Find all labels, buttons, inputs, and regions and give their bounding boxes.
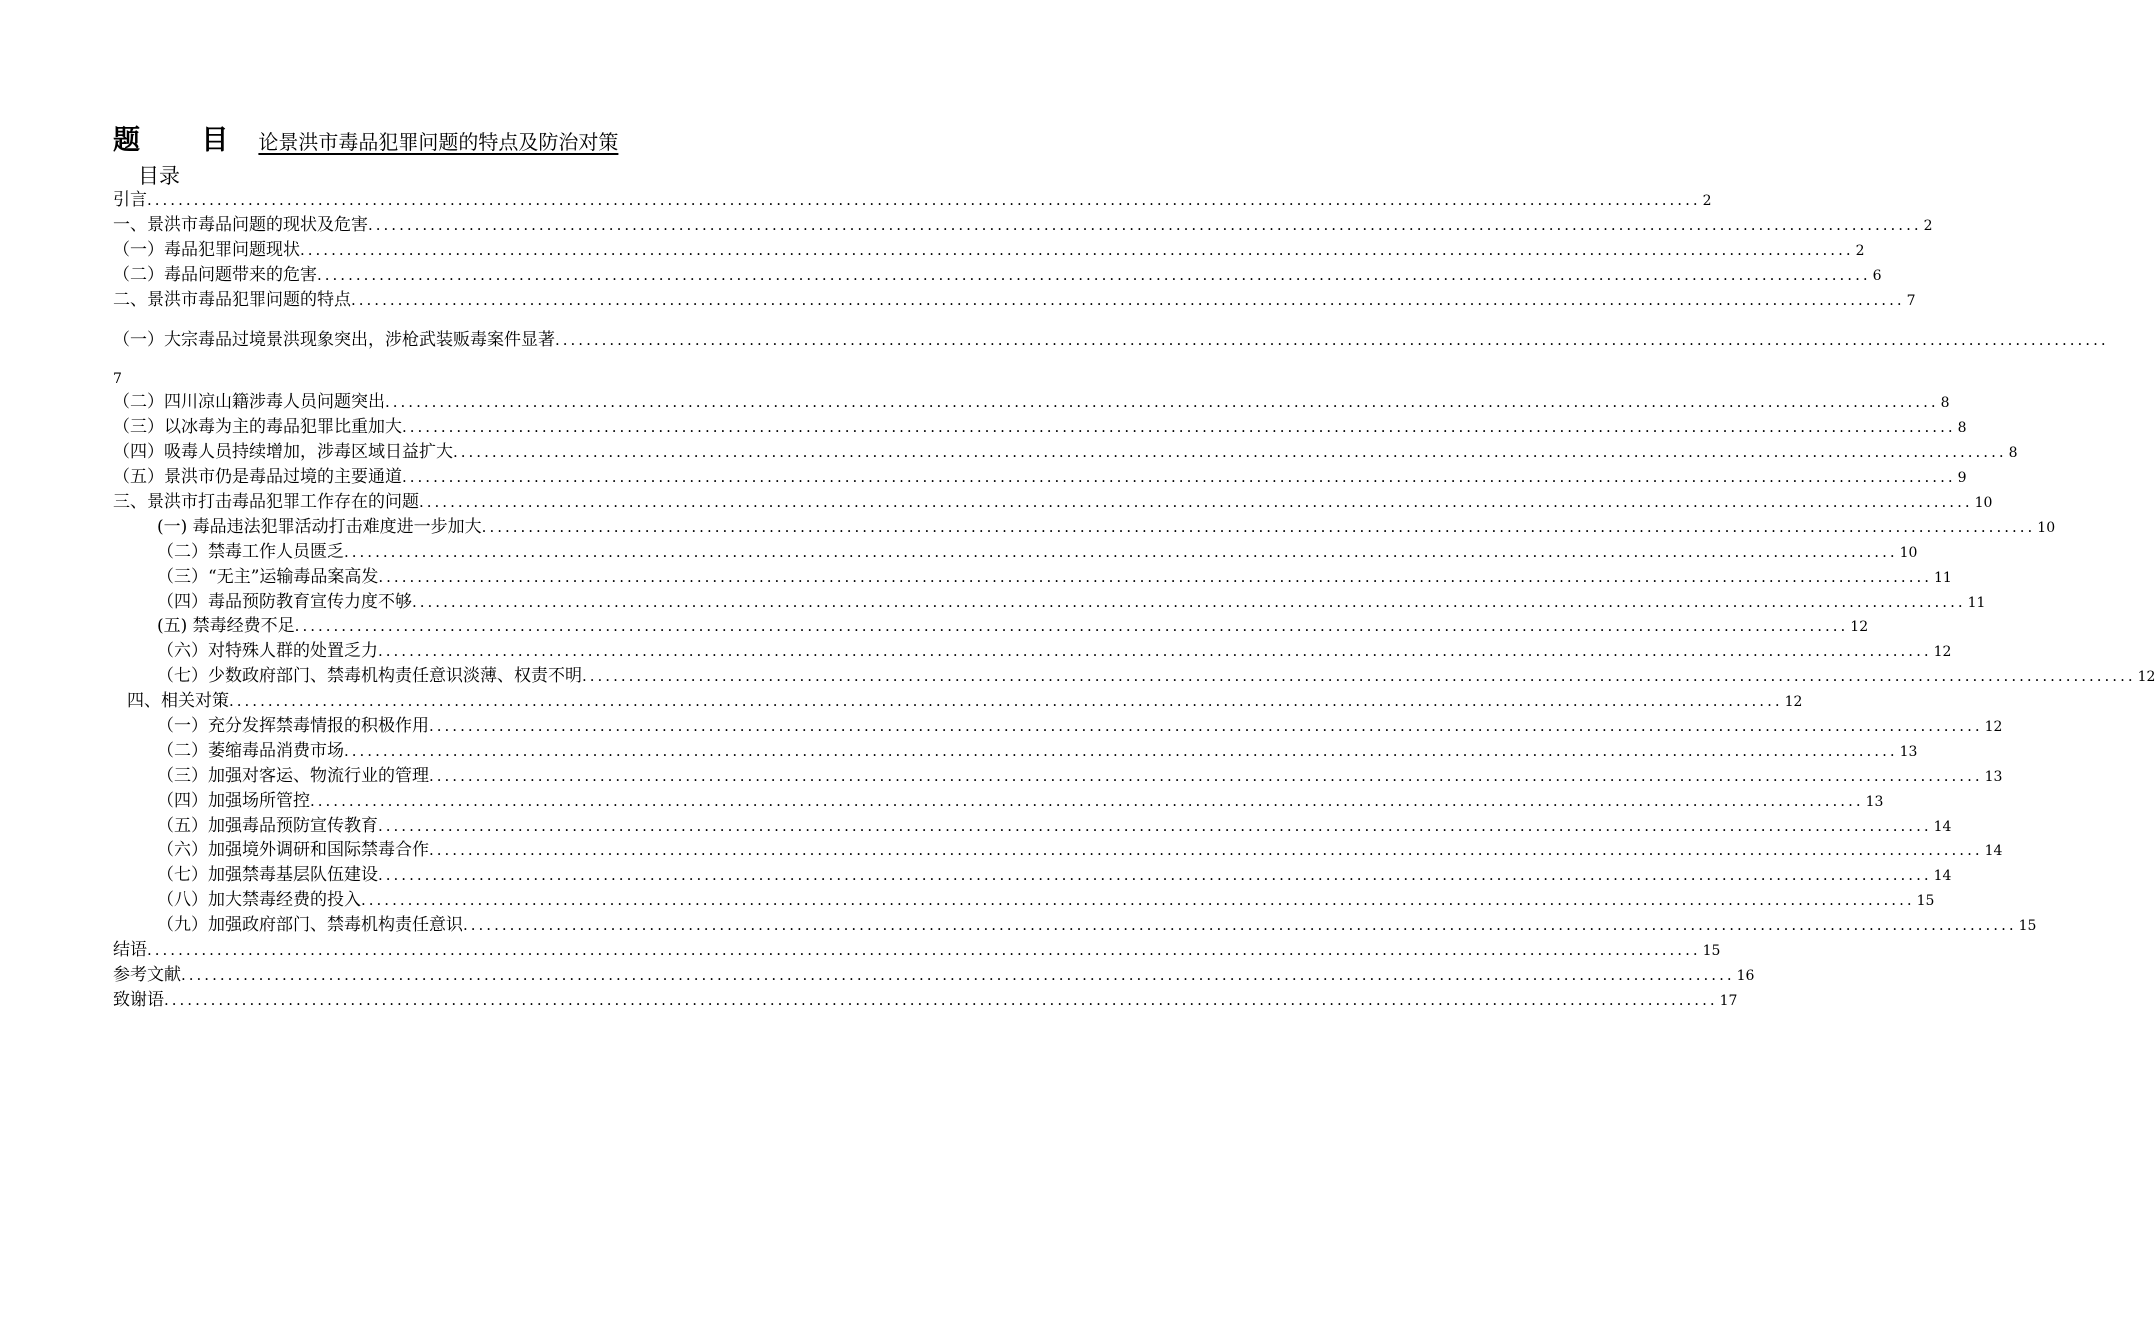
document-title [113, 118, 654, 157]
toc-entry[interactable] [113, 664, 2155, 689]
toc-entry-page: 14 [1933, 868, 1952, 885]
toc-entry[interactable] [113, 565, 1952, 590]
toc-entry[interactable] [113, 963, 1755, 988]
toc-entry-text: （三）“无主”运输毒品案高发 [157, 566, 379, 587]
toc-entry-text: （一）充分发挥禁毒情报的积极作用 [157, 716, 429, 737]
toc-entry-text: 二、景洪市毒品犯罪问题的特点 [113, 289, 351, 310]
dot-leader: ........................................................................................................................................................................................................ [453, 443, 2007, 462]
toc-entry-text: （三）以冰毒为主的毒品犯罪比重加大 [113, 417, 402, 438]
toc-entry[interactable] [113, 988, 1738, 1013]
dot-leader: ........................................................................................................................................................................................................ [582, 667, 2136, 686]
dot-leader: ........................................................................................................................................................................................................ [378, 567, 1933, 586]
toc-entry-text: （五）景洪市仍是毒品过境的主要通道 [113, 467, 402, 488]
dot-leader: ........................................................................................................................................................................................................ [317, 265, 1871, 284]
toc-entry[interactable] [113, 415, 1967, 440]
toc-entry-page: 11 [1934, 569, 1952, 586]
toc-entry-page: 10 [1899, 544, 1918, 561]
toc-entry-text: 四、相关对策 [127, 691, 229, 712]
toc-entry-page: 15 [2018, 918, 2037, 935]
toc-entry-page: 10 [1974, 495, 1993, 512]
toc-entry[interactable] [113, 863, 1952, 888]
toc-entry-page: 13 [1984, 768, 2003, 785]
toc-entry-page: 7 [1906, 292, 1916, 309]
title-text: 论景洪市毒品犯罪问题的特点及防治对策 [258, 130, 619, 154]
toc-entry-text: (一) 毒品违法犯罪活动打击难度进一步加大 [157, 516, 482, 537]
toc-entry-text: （八）加大禁毒经费的投入 [157, 890, 361, 911]
dot-leader: ........................................................................................................................................................................................................ [378, 866, 1932, 885]
dot-leader: ........................................................................................................................................................................................................ [385, 393, 1939, 412]
toc-entry-page: 12 [1850, 619, 1869, 636]
dot-leader: ........................................................................................................................................................................................................ [294, 617, 1849, 636]
toc-entry-page: 16 [1736, 967, 1755, 984]
toc-entry-page-wrapped: 7 [113, 371, 122, 388]
dot-leader: ........................................................................................................................................................................................................ [429, 717, 1983, 736]
toc-entry[interactable] [113, 714, 2003, 739]
toc-heading: 目录 [138, 164, 180, 188]
dot-leader: ........................................................................................................................................................................................................ [429, 841, 1983, 860]
toc-entry[interactable] [113, 188, 1712, 213]
toc-entry[interactable] [113, 838, 2003, 863]
toc-entry-page: 17 [1719, 992, 1738, 1009]
toc-entry-text: （二）萎缩毒品消费市场 [157, 740, 344, 761]
toc-entry[interactable] [113, 614, 1869, 639]
toc-entry-text: (五) 禁毒经费不足 [157, 616, 295, 637]
toc-entry-text: （四）吸毒人员持续增加，涉毒区域日益扩大 [113, 442, 453, 463]
toc-entry-text: 三、景洪市打击毒品犯罪工作存在的问题 [113, 492, 419, 513]
toc-entry[interactable] [113, 913, 2037, 938]
toc-entry-text: （一）大宗毒品过境景洪现象突出，涉枪武装贩毒案件显著 [113, 330, 555, 351]
dot-leader: ........................................................................................................................................................................................................ [164, 990, 1718, 1009]
dot-leader: ........................................................................................................................................................................................................ [229, 692, 1783, 711]
toc-entry[interactable] [113, 213, 1933, 238]
toc-entry[interactable] [113, 689, 1803, 714]
toc-entry-page: 15 [1916, 893, 1935, 910]
toc-entry-text: （二）毒品问题带来的危害 [113, 264, 317, 285]
toc-entry-page: 2 [1923, 217, 1933, 234]
toc-entry-page: 9 [1957, 470, 1967, 487]
dot-leader: ........................................................................................................................................................................................................ [344, 741, 1898, 760]
toc-entry[interactable] [113, 515, 2056, 540]
toc-entry[interactable] [113, 440, 2018, 465]
toc-entry[interactable] [113, 465, 1967, 490]
toc-entry-text: （三）加强对客运、物流行业的管理 [157, 765, 429, 786]
toc-entry-text: 结语 [113, 940, 147, 961]
toc-entry-page: 10 [2037, 519, 2056, 536]
toc-entry-text: （七）少数政府部门、禁毒机构责任意识淡薄、权责不明 [157, 666, 582, 687]
toc-entry[interactable] [113, 639, 1952, 664]
toc-entry-text: （六）对特殊人群的处置乏力 [157, 641, 378, 662]
toc-entry-page: 6 [1872, 267, 1882, 284]
toc-entry-page: 14 [1984, 843, 2003, 860]
toc-entry-text: （六）加强境外调研和国际禁毒合作 [157, 840, 429, 861]
toc-entry[interactable] [113, 238, 1865, 263]
toc-entry-text: （九）加强政府部门、禁毒机构责任意识 [157, 915, 463, 936]
toc-entry[interactable] [113, 789, 1884, 814]
dot-leader: ........................................................................................................................................................................................................ [368, 215, 1922, 234]
toc-entry[interactable] [113, 312, 2109, 369]
toc-entry[interactable] [113, 938, 1721, 963]
dot-leader: ........................................................................................................................................................................................................ [419, 493, 1973, 512]
dot-leader: ........................................................................................................................................................................................................ [361, 891, 1915, 910]
dot-leader: ........................................................................................................................................................................................................ [147, 941, 1701, 960]
dot-leader: ........................................................................................................................................................................................................ [555, 331, 2109, 350]
dot-leader: ........................................................................................................................................................................................................ [344, 542, 1898, 561]
toc-entry[interactable] [113, 540, 1918, 565]
toc-entry-page: 12 [1984, 719, 2003, 736]
toc-entry-page: 11 [1967, 594, 1986, 611]
title-label: 题 目 [113, 125, 255, 156]
dot-leader: ........................................................................................................................................................................................................ [402, 468, 1956, 487]
toc-entry-text: 参考文献 [113, 964, 181, 985]
toc-entry-page: 12 [1933, 644, 1952, 661]
toc-entry-page: 8 [1940, 395, 1950, 412]
toc-entry-page: 2 [1702, 193, 1712, 209]
dot-leader: ........................................................................................................................................................................................................ [412, 592, 1966, 611]
toc-entry-page: 8 [2008, 445, 2018, 462]
toc-entry-page: 12 [2137, 669, 2155, 686]
toc-entry-page: 2 [1855, 242, 1865, 259]
toc-entry[interactable] [113, 888, 1935, 913]
dot-leader: ........................................................................................................................................................................................................ [402, 418, 1956, 437]
toc-entry-text: 一、景洪市毒品问题的现状及危害 [113, 214, 368, 235]
toc-entry[interactable] [113, 288, 1916, 313]
dot-leader: ........................................................................................................................................................................................................ [463, 916, 2017, 935]
dot-leader: ........................................................................................................................................................................................................ [147, 191, 1701, 209]
toc-entry-page: 12 [1784, 694, 1803, 711]
toc-entry-text: （七）加强禁毒基层队伍建设 [157, 865, 378, 886]
toc-entry[interactable] [113, 764, 2003, 789]
dot-leader: ........................................................................................................................................................................................................ [481, 517, 2036, 536]
toc-entry-page: 14 [1933, 818, 1952, 835]
toc-entry-text: （四）加强场所管控 [157, 790, 310, 811]
toc-entry-text: （四）毒品预防教育宣传力度不够 [157, 591, 412, 612]
dot-leader: ........................................................................................................................................................................................................ [429, 766, 1983, 785]
toc-entry[interactable] [113, 390, 1950, 415]
toc-entry[interactable] [113, 814, 1952, 839]
table-of-contents [113, 188, 2155, 1013]
toc-entry-page: 8 [1957, 420, 1967, 437]
toc-entry[interactable] [113, 739, 1918, 764]
dot-leader: ........................................................................................................................................................................................................ [310, 791, 1864, 810]
toc-entry-page: 15 [1702, 943, 1721, 960]
dot-leader: ........................................................................................................................................................................................................ [351, 290, 1905, 309]
dot-leader: ........................................................................................................................................................................................................ [378, 816, 1932, 835]
dot-leader: ........................................................................................................................................................................................................ [181, 965, 1735, 984]
toc-entry[interactable] [113, 590, 1986, 615]
dot-leader: ........................................................................................................................................................................................................ [378, 642, 1932, 661]
toc-entry[interactable] [113, 263, 1882, 288]
toc-entry-page: 13 [1865, 793, 1884, 810]
toc-entry-text: （五）加强毒品预防宣传教育 [157, 815, 378, 836]
toc-entry[interactable] [113, 490, 1993, 515]
toc-entry-text: （二）四川凉山籍涉毒人员问题突出 [113, 392, 385, 413]
toc-entry-text: 引言 [113, 190, 147, 210]
toc-entry-text: （二）禁毒工作人员匮乏 [157, 541, 344, 562]
dot-leader: ........................................................................................................................................................................................................ [300, 240, 1854, 259]
toc-entry-text: （一）毒品犯罪问题现状 [113, 239, 300, 260]
toc-entry-page: 13 [1899, 743, 1918, 760]
toc-entry-text: 致谢语 [113, 989, 164, 1010]
